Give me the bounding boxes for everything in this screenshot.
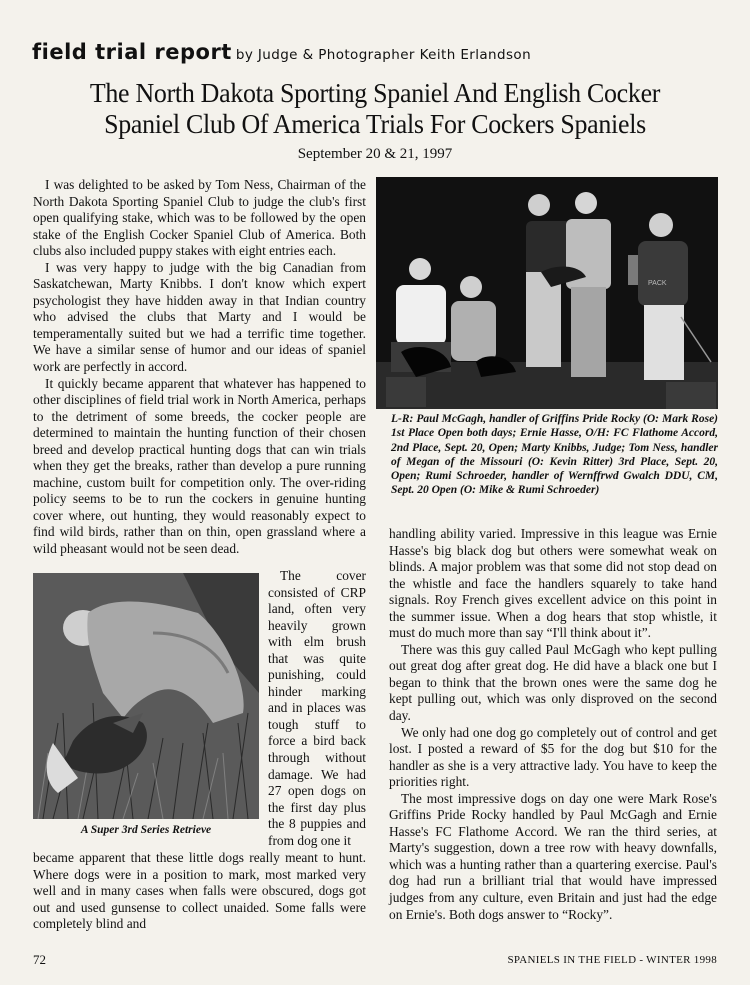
- section-kicker: field trial report: [32, 40, 232, 64]
- retrieve-photo: [33, 573, 259, 819]
- winners-group-photo: [376, 177, 718, 409]
- title-line-1: The North Dakota Sporting Spaniel And English Cocker: [89, 78, 661, 108]
- article-date: September 20 & 21, 1997: [297, 146, 453, 162]
- column-right: [389, 526, 717, 923]
- author-byline: by Judge & Photographer Keith Erlandson: [235, 47, 532, 63]
- column-left-side-text: The cover consisted of CRP land, often very heavily grown with elm brush that was quite punishing, could hinder marking and in places was tough stuff to force a bird back through without damage. We had 27 open dogs on the first day plus the 8 puppies and from dog one it: [268, 568, 366, 848]
- section-header: [32, 40, 531, 64]
- paragraph: The most impressive dogs on day one were Mark Rose's Griffins Pride Rocky handled by Paul McGagh and Ernie Hasse's FC Flathome Accord. We ran the third series, at Marty's suggestion, down a tree row with heavy downfalls, which was a hunting rather than a quartering exercise. Paul's dog had run a brilliant trial that would have impressed judges from any culture, even Britain and just had the edge on Ernie's. Both dogs answer to “Rocky”.: [389, 790, 717, 922]
- column-left-bottom: became apparent that these little dogs really meant to hunt. Where dogs were in a position to mark, most marked very well and in many cases when falls were obscured, dogs got out and used gunsense to collect unaided. Some falls were completely blind and: [33, 850, 366, 932]
- winners-group-photo-image: [376, 177, 718, 409]
- title-line-2: Spaniel Club Of America Trials For Cockers Spaniels: [104, 109, 646, 139]
- running-footer: SPANIELS IN THE FIELD - WINTER 1998: [507, 954, 717, 966]
- retrieve-photo-image: [33, 573, 259, 819]
- group-photo-caption: L-R: Paul McGagh, handler of Griffins Pride Rocky (O: Mark Rose) 1st Place Open both days; Ernie Hasse, O/H: FC Flathome Accord, 2nd Place, Sept. 20, Open; Marty Knibbs, Judge; Tom Ness, handler of Megan of the Missouri (O: Kevin Ritter) 3rd Place, Sept. 20, Open; Rumi Schroeder, handler of Wernffrwd Gwalch DDU, CM, Sept. 20 Open (O: Mike & Rumi Schroeder): [391, 413, 718, 497]
- paragraph: We only had one dog go completely out of control and get lost. I posted a reward of $5 for the dog but $10 for the handler as she is a very attractive lady. You have to keep the priorities right.: [389, 724, 717, 790]
- paragraph: handling ability varied. Impressive in this league was Ernie Hasse's big black dog but others were somewhat weak on blinds. A major problem was that some did not stop dead on the whistle and face the handlers squarely to take hand signals. Roy French gives excellent advice on this point in the summer issue. When a dog hears that stop whistle, it must do much more than say “I'll think about it”.: [389, 526, 717, 641]
- paragraph: I was very happy to judge with the big Canadian from Saskatchewan, Marty Knibbs. I don't know which expert psychologist they have hidden away in that Indian country who advised the clubs that Marty and I would be temperamentally suited but we had a terrific time together. We have a similar sense of humor and our ideas of spaniel work are perfectly in accord.: [33, 259, 366, 375]
- paragraph: There was this guy called Paul McGagh who kept pulling out great dog after great dog. He did have a black one but I began to think that the brown ones were the same dog he kept pulling out, which was only disproved on the second day.: [389, 641, 717, 724]
- page-number: 72: [33, 952, 46, 967]
- paragraph: I was delighted to be asked by Tom Ness, Chairman of the North Dakota Sporting Spaniel Club to judge the club's first open qualifying stake, which was to be followed by the open stake of the English Cocker Spaniel Club of America. Both clubs also included puppy stakes with eight entries each.: [33, 177, 366, 259]
- ribbon-text: PACK: [648, 280, 667, 287]
- retrieve-photo-caption: A Super 3rd Series Retrieve: [80, 824, 212, 836]
- article-title: [34, 78, 716, 140]
- paragraph: It quickly became apparent that whatever has happened to other disciplines of field trial work in North America, perhaps to the detriment of some breeds, the cocker people are determined to maintain the hunting function of their chosen breed and develop practical hunting dogs that can win trials when they get the breaks, rather than develop a pure running machine, custom built for competition only. The over-riding policy seems to be to run the cockers in genuine hunting cover where, out hunting, they would reasonably expect to find wild birds, rather than on thin, open grassland where a wild pheasant would not be seen dead.: [33, 375, 366, 557]
- column-left-top: [33, 177, 366, 558]
